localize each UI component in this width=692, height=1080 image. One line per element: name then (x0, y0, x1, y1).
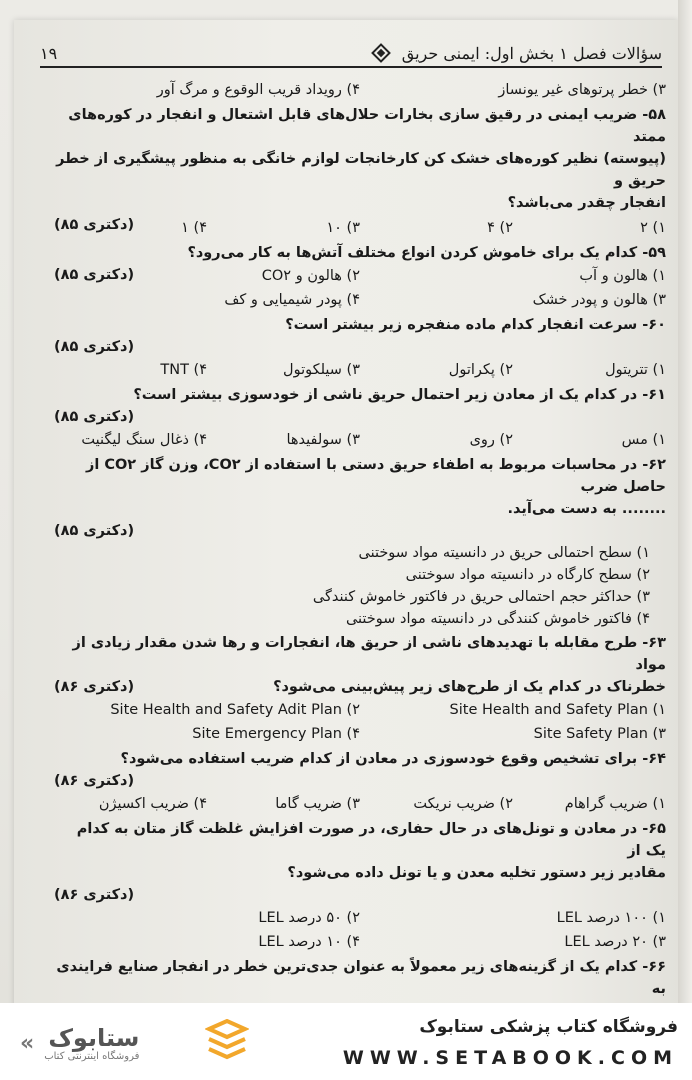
q58-option-2: ۲) ۴ (487, 220, 513, 236)
q58-source-tag: (دکتری ۸۵) (54, 217, 135, 233)
question-59 (54, 242, 666, 312)
q60-option-1: ۱) تتریتول (605, 362, 666, 378)
question-65 (54, 818, 666, 954)
q63-option-2: Site Health and Safety Adit Plan (۲ (110, 702, 360, 718)
q58-line2: (پیوسته) نظیر کوره‌های خشک کن کارخانجات لوازم خانگی به منظور پیشگیری از خطر حریق و (56, 151, 666, 189)
q59-options-a (54, 264, 666, 288)
q65-option-2: ۲) ۵۰ درصد LEL (258, 910, 360, 926)
store-name: فروشگاه کتاب پزشکی ستابوک (419, 1017, 678, 1037)
q60-option-4: ۴) TNT (160, 362, 207, 378)
q61-option-2: ۲) روی (469, 432, 513, 448)
q58-line3: انفجار چقدر می‌باشد؟ (507, 195, 666, 211)
logo-subtitle: فروشگاه اینترنتی کتاب (44, 1051, 140, 1062)
q64-options (54, 792, 666, 816)
double-chevron-icon: « (20, 1031, 35, 1056)
q62-line2: ........ به دست می‌آید. (507, 501, 666, 517)
store-footer (0, 1003, 692, 1080)
q61-option-3: ۳) سولفیدها (286, 432, 360, 448)
q61-text: ۶۱- در کدام یک از معادن زیر احتمال حریق ناشی از خودسوزی بیشتر است؟ (133, 387, 666, 403)
q62-option-4: ۴) فاکتور خاموش کنندگی در دانسیته مواد سوختنی (345, 611, 650, 627)
q57-option-4: ۴) رویداد قریب الوقوع و مرگ آور (156, 82, 360, 98)
q63-option-4: Site Emergency Plan (۴ (192, 726, 360, 742)
q62-line1: ۶۲- در محاسبات مربوط به اطفاء حریق دستی با استفاده از CO۲، وزن گاز CO۲ از حاصل ضرب (85, 457, 666, 495)
question-66 (54, 956, 666, 1003)
q62-option-1: ۱) سطح احتمالی حریق در دانسیته مواد سوختنی (358, 545, 650, 561)
q60-option-2: ۲) پکراتول (448, 362, 513, 378)
q65-option-4: ۴) ۱۰ درصد LEL (258, 934, 360, 950)
running-header (40, 40, 662, 68)
q60-text: ۶۰- سرعت انفجار کدام ماده منفجره زیر بیشتر است؟ (285, 317, 666, 333)
q65-option-3: ۳) ۲۰ درصد LEL (564, 934, 666, 950)
q59-option-4: ۴) پودر شیمیایی و کف (224, 292, 360, 308)
question-58 (54, 104, 666, 240)
q58-option-4: ۴) ۱ (181, 220, 207, 236)
q63-option-3: Site Safety Plan (۳ (533, 726, 666, 742)
q65-options-a (54, 906, 666, 930)
q63-line2: خطرناک در کدام یک از طرح‌های زیر پیش‌بینی می‌شود؟ (273, 679, 666, 695)
question-60 (54, 314, 666, 382)
q64-text: ۶۴- برای تشخیص وقوع خودسوزی در معادن از کدام ضریب استفاده می‌شود؟ (120, 751, 666, 767)
q60-source-tag: (دکتری ۸۵) (54, 339, 135, 355)
q61-options (54, 428, 666, 452)
q57-option-3: ۳) خطر پرتوهای غیر یونساز (498, 82, 666, 98)
q59-text: ۵۹- کدام یک برای خاموش کردن انواع مختلف آتش‌ها به کار می‌رود؟ (187, 245, 666, 261)
q61-option-1: ۱) مس (621, 432, 666, 448)
q57-options (54, 78, 666, 102)
q59-options-b (54, 288, 666, 312)
question-62 (54, 454, 666, 630)
q65-line1: ۶۵- در معادن و تونل‌های در حال حفاری، در صورت افزایش غلظت گاز متان به کدام یک از (76, 821, 666, 859)
q63-options-a (54, 698, 666, 722)
q66-line1: ۶۶- کدام یک از گزینه‌های زیر معمولاً به عنوان جدی‌ترین خطر در انفجار صنایع فرایندی به (56, 959, 666, 997)
logo-text: ستابوک (48, 1024, 140, 1052)
chapter-title: سؤالات فصل ۱ بخش اول: ایمنی حریق (401, 43, 662, 63)
q60-options (54, 358, 666, 382)
q65-option-1: ۱) ۱۰۰ درصد LEL (556, 910, 666, 926)
q58-option-3: ۳) ۱۰ (326, 220, 360, 236)
q62-option-3: ۳) حداکثر حجم احتمالی حریق در فاکتور خاموش کنندگی (312, 589, 650, 605)
q59-option-1: ۱) هالون و آب (579, 268, 666, 284)
questions-body (54, 78, 666, 1003)
q63-line1: ۶۳- طرح مقابله با تهدیدهای ناشی از حریق ها، انفجارات و رها شدن مقدار زیادی از مواد (72, 635, 666, 673)
q58-options (54, 216, 666, 240)
q64-option-2: ۲) ضریب نریکت (413, 796, 513, 812)
q58-option-1: ۱) ۲ (640, 220, 666, 236)
question-61 (54, 384, 666, 452)
q59-source-tag: (دکتری ۸۵) (54, 267, 135, 283)
question-64 (54, 748, 666, 816)
q60-option-3: ۳) سیلکوتول (283, 362, 360, 378)
q59-option-2: ۲) هالون و CO۲ (261, 268, 360, 284)
q63-option-1: Site Health and Safety Plan (۱ (449, 702, 666, 718)
q64-option-3: ۳) ضریب گاما (275, 796, 360, 812)
q65-source-tag: (دکتری ۸۶) (54, 887, 135, 903)
q58-line1: ۵۸- ضریب ایمنی در رقیق سازی بخارات حلال‌های قابل اشتعال و انفجار در کوره‌های ممتد (68, 107, 666, 145)
question-63 (54, 632, 666, 746)
q64-option-4: ۴) ضریب اکسیژن (98, 796, 207, 812)
q64-source-tag: (دکتری ۸۶) (54, 773, 135, 789)
page-edge (678, 0, 692, 1003)
q61-option-4: ۴) ذغال سنگ لیگنیت (81, 432, 207, 448)
q64-option-1: ۱) ضریب گراهام (564, 796, 666, 812)
q59-option-3: ۳) هالون و پودر خشک (532, 292, 666, 308)
q62-option-2: ۲) سطح کارگاه در دانسیته مواد سوختنی (405, 567, 650, 583)
q63-source-tag: (دکتری ۸۶) (54, 679, 135, 695)
diamond-icon (371, 43, 391, 63)
q61-source-tag: (دکتری ۸۵) (54, 409, 135, 425)
store-url[interactable]: WWW.SETABOOK.COM (342, 1047, 678, 1069)
setabook-logo (20, 1025, 139, 1062)
page-number: ۱۹ (40, 43, 58, 63)
book-stack-icon (205, 1019, 249, 1063)
q65-line2: مقادیر زیر دستور تخلیه معدن و یا تونل داده می‌شود؟ (287, 865, 666, 881)
q63-options-b (54, 722, 666, 746)
q62-source-tag: (دکتری ۸۵) (54, 523, 135, 539)
q65-options-b (54, 930, 666, 954)
